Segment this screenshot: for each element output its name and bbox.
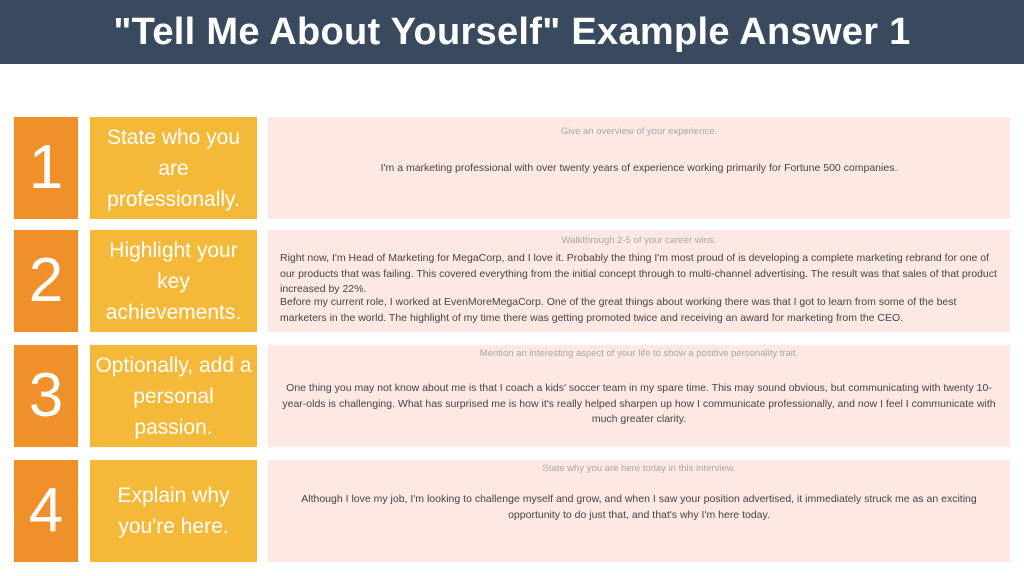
step-label-box xyxy=(90,345,257,447)
answer-text: Although I love my job, I'm looking to challenge myself and grow, and when I saw your position advertised, it immediately struck me as an exciting opportunity to do just that, and that's why I'm here today. xyxy=(301,493,977,521)
step-number: 2 xyxy=(28,246,64,315)
step-number-box xyxy=(14,460,78,562)
step-number: 4 xyxy=(28,476,64,545)
step-number-box xyxy=(14,117,78,219)
step-row-2 xyxy=(0,230,1024,332)
step-row-4 xyxy=(0,460,1024,562)
step-number: 1 xyxy=(28,133,64,202)
step-label: Optionally, add a personal passion. xyxy=(95,353,252,439)
step-row-1 xyxy=(0,117,1024,219)
answer-paragraph: Right now, I'm Head of Marketing for MegaCorp, and I love it. Probably the thing I'm most proud of is developing a complete marketing rebrand for one of our products that was failing. This covered everything from the initial concept through to multi-channel advertising. The result was that sales of that product increased by 22%. xyxy=(280,252,997,295)
step-row-3 xyxy=(0,345,1024,447)
answer-hint: State why you are here today in this interview. xyxy=(542,463,736,474)
answer-box xyxy=(268,345,1010,447)
answer-text: I'm a marketing professional with over twenty years of experience working primarily for Fortune 500 companies. xyxy=(380,162,898,174)
step-label-box xyxy=(90,230,257,332)
step-label: Highlight your key achievements. xyxy=(105,238,242,324)
step-label-box xyxy=(90,117,257,219)
step-label-box xyxy=(90,460,257,562)
answer-box xyxy=(268,230,1010,332)
answer-hint: Mention an interesting aspect of your life to show a positive personality trait. xyxy=(479,348,799,359)
answer-box xyxy=(268,460,1010,562)
answer-hint: Give an overview of your experience. xyxy=(560,126,718,137)
step-number-box xyxy=(14,230,78,332)
answer-text: One thing you may not know about me is that I coach a kids' soccer team in my spare time. This may sound obvious, but communicating with twenty 10-year-olds is challenging. What has surprised me is how it's really helped sharpen up how I communicate professionally, and now I feel I communicate with much greater clarity. xyxy=(282,382,996,425)
step-number: 3 xyxy=(28,361,64,430)
page-title: "Tell Me About Yourself" Example Answer 1 xyxy=(113,10,911,53)
step-label: Explain why you're here. xyxy=(117,484,230,538)
answer-hint: Walkthrough 2-5 of your career wins. xyxy=(561,235,717,246)
answer-box xyxy=(268,117,1010,219)
step-label: State who you are professionally. xyxy=(106,125,241,211)
title-bar xyxy=(0,0,1024,64)
answer-paragraph: Before my current role, I worked at EvenMoreMegaCorp. One of the great things about working there was that I got to learn from some of the best marketers in the world. The highlight of my time there was getting promoted twice and receiving an award for marketing from the CEO. xyxy=(280,296,957,324)
step-number-box xyxy=(14,345,78,447)
